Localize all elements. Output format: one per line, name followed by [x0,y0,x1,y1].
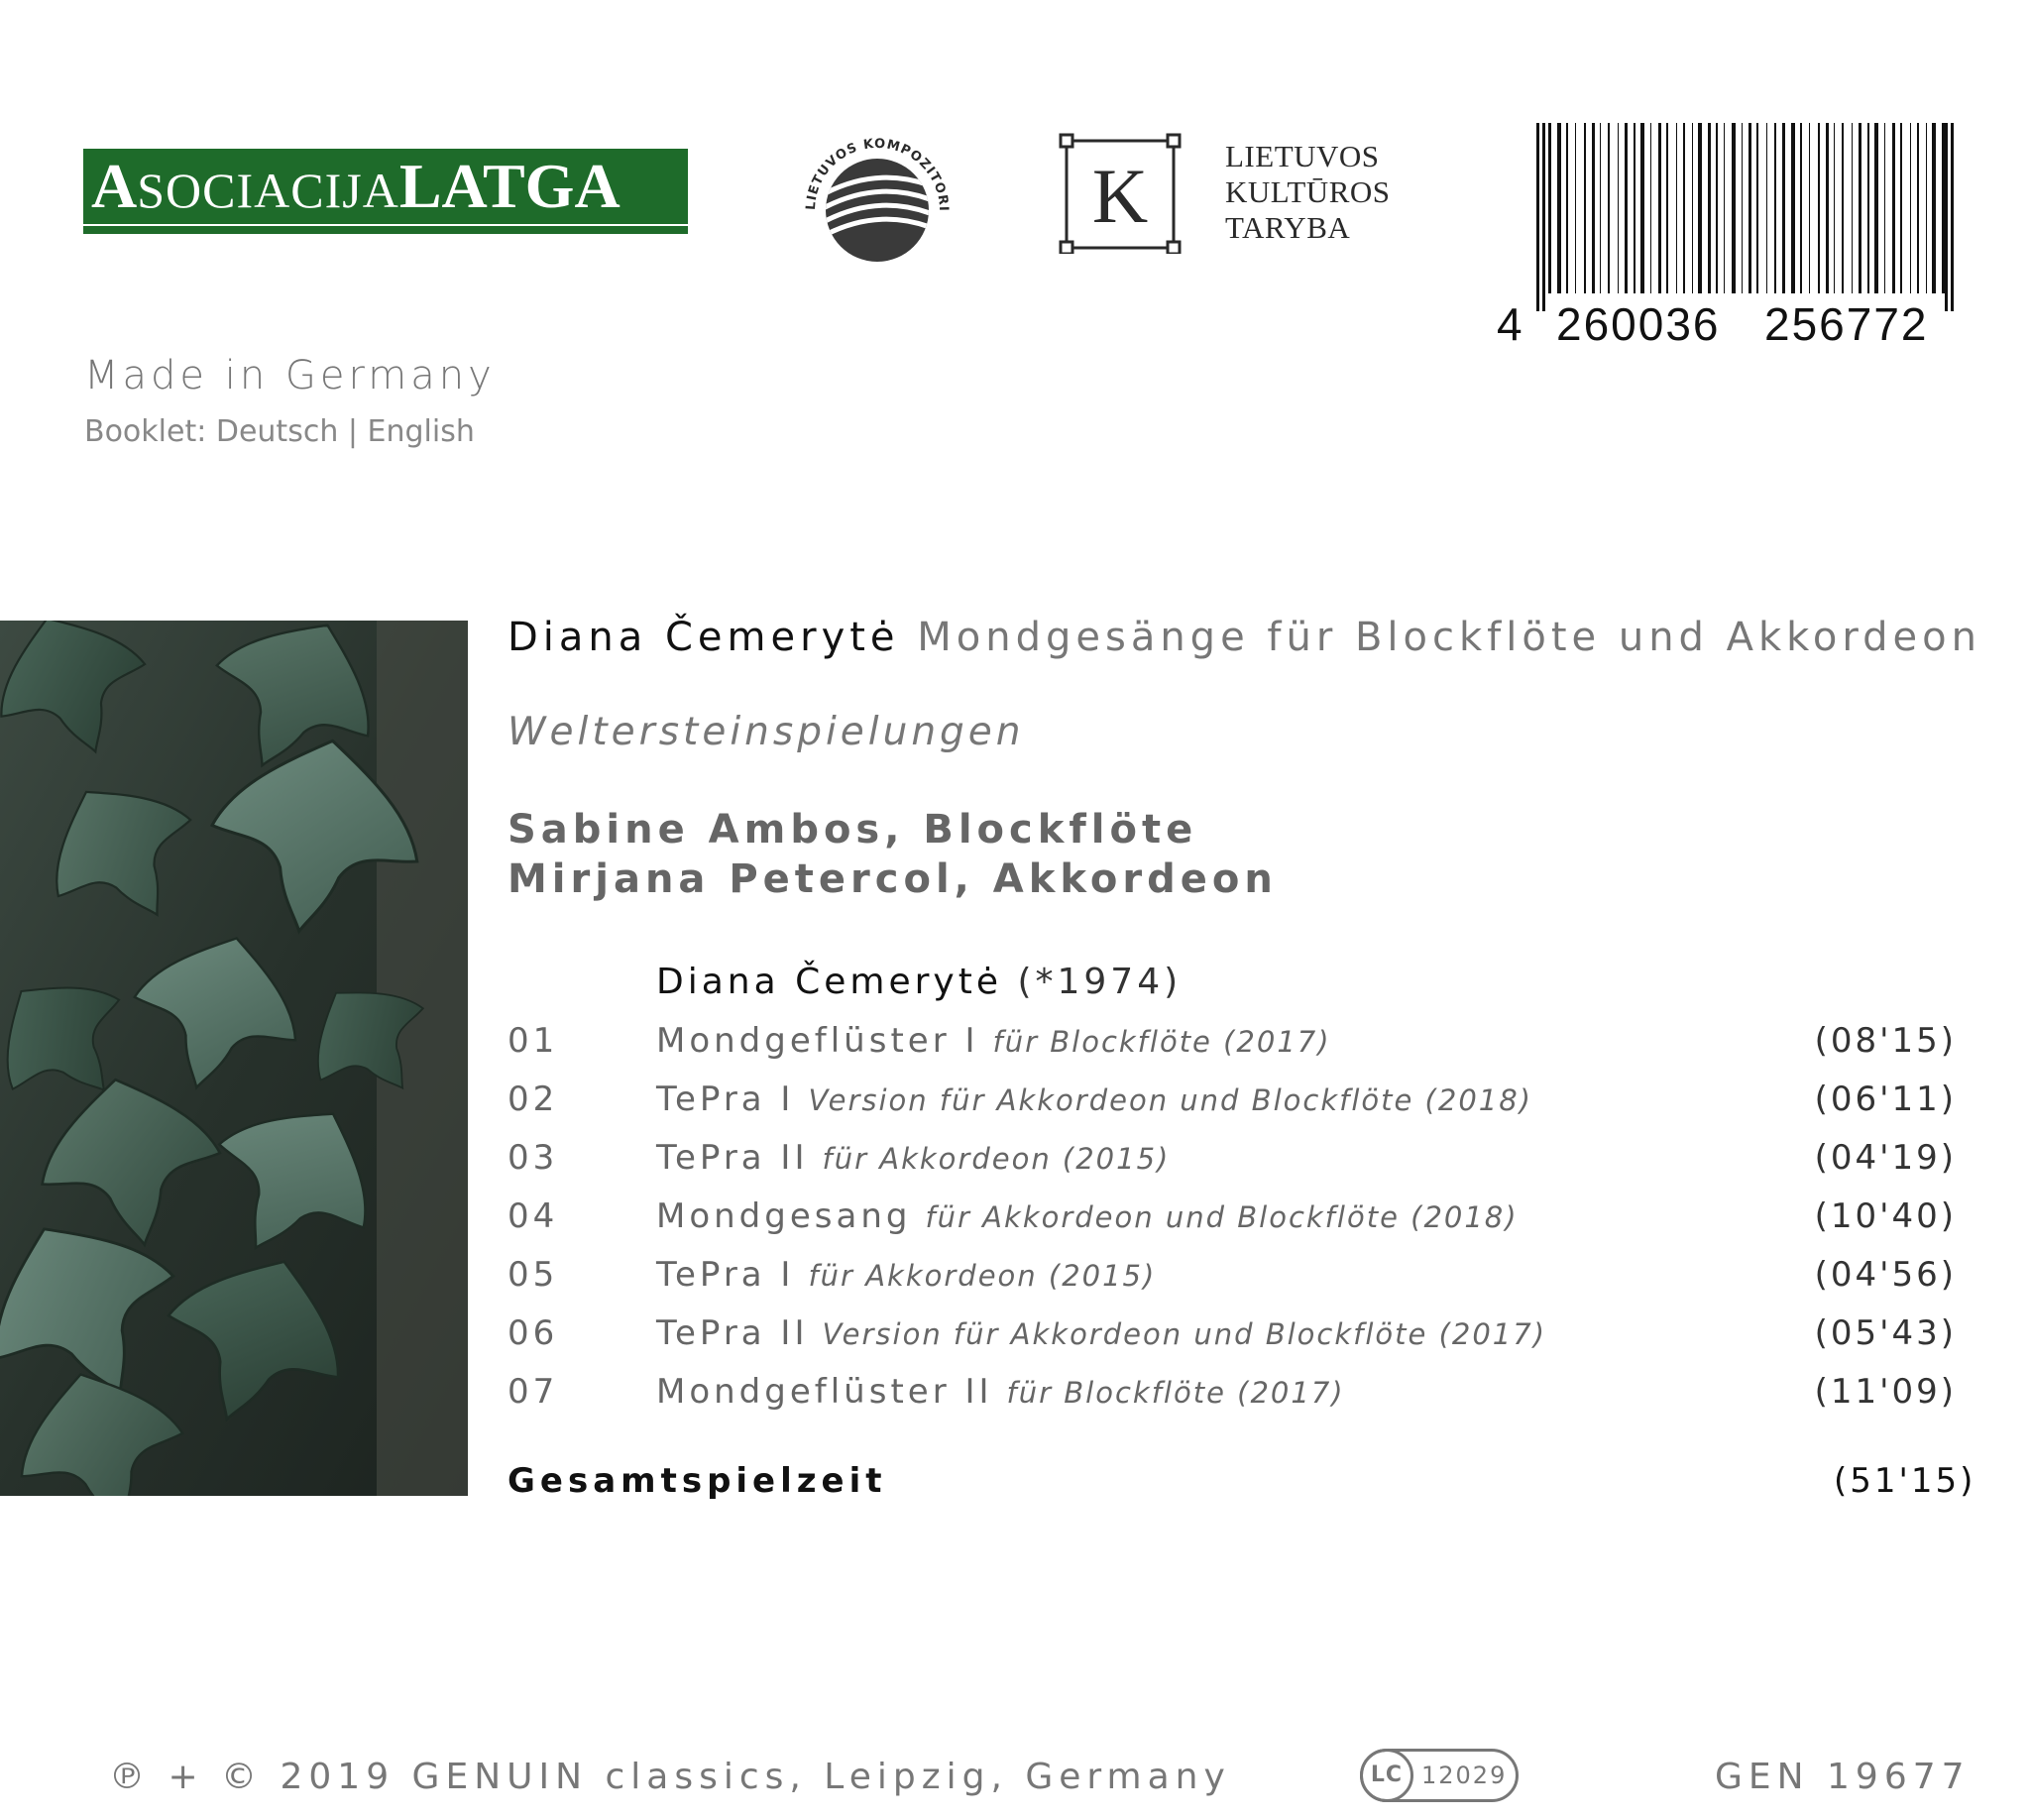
svg-text:LIETUVOS KOMPOZITORIŲ SĄJUNGA: LIETUVOS KOMPOZITORI [803,136,952,212]
barcode-guard-bar [1951,123,1954,311]
barcode-bar [1748,123,1751,293]
performer-recorder: Sabine Ambos, Blockflöte [508,807,1198,853]
barcode-bar [1766,123,1767,293]
track-row [508,1196,1957,1246]
track-duration: (10'40) [1814,1196,1957,1236]
album-subtitle: Weltersteinspielungen [508,710,1025,754]
barcode-bars [1497,123,1963,311]
barcode-bar [1618,123,1619,293]
track-duration: (08'15) [1814,1021,1957,1061]
track-title: Mondgeflüster II [656,1372,993,1412]
barcode-guard-bar [1945,123,1948,311]
track-duration: (05'43) [1814,1313,1957,1353]
track-row [508,1313,1957,1363]
barcode-bar [1756,123,1758,293]
track-duration: (11'09) [1814,1372,1957,1412]
barcode-bar [1926,123,1927,293]
barcode-guard-bar [1542,123,1545,311]
total-playtime-value: (51'15) [1834,1461,1976,1501]
track-title: Mondgeflüster I [656,1021,979,1061]
barcode-bar [1942,123,1945,293]
track-number: 02 [508,1080,559,1119]
barcode-bar [1608,123,1610,293]
booklet-languages: Booklet: Deutsch | English [84,414,475,449]
barcode-bar [1676,123,1677,293]
composers-union-logo [793,131,961,262]
latga-logo-underline [83,226,688,234]
barcode-bar [1575,123,1576,293]
copyright-notice: ℗ + © 2019 GENUIN classics, Leipzig, Germany [109,1757,1231,1797]
barcode-bar [1900,123,1902,293]
barcode-bar [1910,123,1911,293]
barcode-bar [1683,123,1685,293]
barcode-bar [1742,123,1743,293]
barcode-bar [1884,123,1885,293]
barcode [1497,123,1963,351]
track-title: TePra I [656,1255,795,1295]
track-duration: (04'19) [1814,1138,1957,1178]
barcode-bar [1698,123,1702,293]
svg-text:K: K [1091,153,1149,239]
barcode-first-digit: 4 [1497,298,1524,350]
barcode-bar [1708,123,1711,293]
barcode-bar [1800,123,1802,293]
barcode-bar [1548,123,1551,293]
barcode-bar [1826,123,1829,293]
tracklist-composer: Diana Čemerytė [656,962,1002,1002]
track-number: 01 [508,1021,559,1061]
label-code-badge [1360,1749,1522,1806]
barcode-bar [1600,123,1601,293]
barcode-digits [1497,297,1963,351]
track-title: TePra II [656,1313,809,1353]
barcode-bar [1584,123,1586,293]
track-description: Version für Akkordeon und Blockflöte (2018) [808,1083,1532,1117]
barcode-bar [1658,123,1661,293]
barcode-bar [1634,123,1635,293]
track-description: für Akkordeon (2015) [808,1259,1157,1293]
barcode-bar [1666,123,1668,293]
performer-accordion: Mirjana Petercol, Akkordeon [508,856,1278,902]
track-duration: (04'56) [1814,1255,1957,1295]
barcode-bar [1625,123,1628,293]
barcode-group-2: 256772 [1764,298,1929,350]
headline-work: Mondgesänge für Blockflöte und Akkordeon [917,615,1981,660]
barcode-bar [1650,123,1651,293]
track-title: TePra I [656,1080,795,1119]
barcode-bar [1640,123,1644,293]
track-number: 04 [508,1196,559,1236]
tracklist-composer-years: (*1974) [1017,962,1183,1002]
headline-composer: Diana Čemerytė [508,615,900,660]
track-duration: (06'11) [1814,1080,1957,1119]
barcode-bar [1774,123,1776,293]
track-title: Mondgesang [656,1196,912,1236]
track-description: für Akkordeon und Blockflöte (2018) [925,1200,1519,1234]
culture-council-logo [1059,133,1391,254]
barcode-bar [1842,123,1844,293]
total-playtime-label: Gesamtspielzeit [508,1461,887,1501]
latga-logo [83,149,688,234]
label-code-prefix: LC [1360,1749,1413,1802]
barcode-bar [1809,123,1810,293]
barcode-bar [1852,123,1853,293]
track-description: für Blockflöte (2017) [992,1025,1331,1059]
track-row [508,1021,1957,1071]
album-headline [508,615,1981,660]
barcode-bar [1818,123,1820,293]
barcode-bar [1782,123,1785,293]
track-row [508,1372,1957,1422]
track-title: TePra II [656,1138,809,1178]
track-description: Version für Akkordeon und Blockflöte (2017) [822,1317,1547,1351]
barcode-bar [1557,123,1561,293]
barcode-bar [1874,123,1878,293]
barcode-bar [1592,123,1595,293]
made-in-label: Made in Germany [84,353,496,398]
culture-council-line-3: TARYBA [1225,210,1351,245]
barcode-bar [1867,123,1869,293]
barcode-bar [1932,123,1936,293]
tracklist-composer-heading [656,962,1182,1002]
track-description: für Blockflöte (2017) [1006,1376,1345,1410]
latga-logo-text: ASOCIACIJALATGA [91,151,620,221]
barcode-group-1: 260036 [1556,298,1721,350]
barcode-bar [1566,123,1568,293]
culture-council-line-1: LIETUVOS [1225,139,1380,173]
catalog-number: GEN 19677 [1715,1757,1971,1797]
track-row [508,1255,1957,1305]
track-row [508,1080,1957,1129]
track-number: 06 [508,1313,559,1353]
barcode-bar [1834,123,1835,293]
barcode-bar [1732,123,1736,293]
barcode-bar [1791,123,1795,293]
label-code-number: 12029 [1421,1762,1508,1789]
barcode-guard-bar [1536,123,1539,311]
track-row [508,1138,1957,1188]
barcode-bar [1917,123,1919,293]
barcode-bar [1724,123,1725,293]
track-number: 05 [508,1255,559,1295]
track-number: 03 [508,1138,559,1178]
barcode-bar [1716,123,1718,293]
barcode-bar [1892,123,1895,293]
track-number: 07 [508,1372,559,1412]
barcode-bar [1859,123,1861,293]
ivy-photo [0,621,468,1496]
culture-council-line-2: KULTŪROS [1225,174,1391,209]
track-description: für Akkordeon (2015) [822,1142,1171,1176]
barcode-bar [1692,123,1693,293]
